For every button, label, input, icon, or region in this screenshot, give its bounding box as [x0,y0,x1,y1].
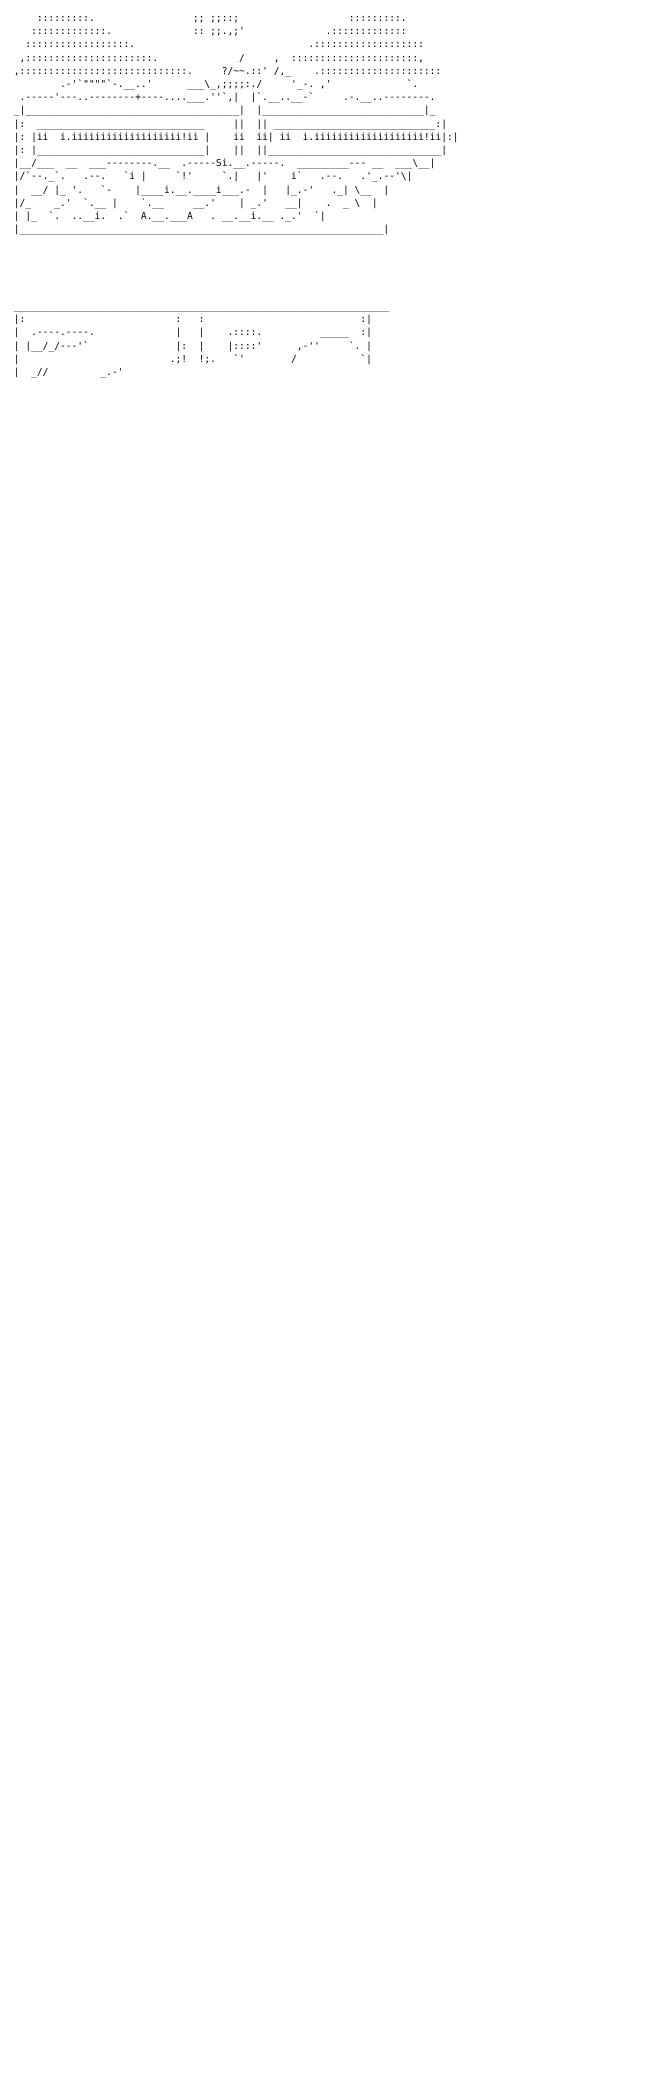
skull-ascii-art: _________________________________________________________________ |: : : :| | .----.----. | | .::::. _____ :| | |__/_/---'` |: | |::::' ,-'' `. | | .;! !;. `' / `| | _// _.-' [13,301,390,379]
eagle-ascii-art: :::::::::. ;; ;;::; :::::::::. :::::::::::::. :: ;;.,;' .::::::::::::: ::::::::::::::::::. .::::::::::::::::::: ,::::::::::::::::::::::. / , ::::::::::::::::::::::, ,:::::::::::::::::::::::::::::. ?/~~.::' /,_ .::::::::::::::::::::: .-'`""""`-.__..' ___\_,;;;;:./ '_-. ,' `. .-----'---..--------+----....___.''`,| |`.__..__-` .-.__..--------. _|_____________________________________| |____________________________|_ |: _____________________________ || || ____________________________:| |: |ii i.iiiiiiiiiiiiiiiiiii!ii | ii ii| ii i.iiiiiiiiiiiiiiiiiii!ii|:| |: |_____________________________| || ||______________________________| |__/___ __ ___--------.__ .-----Si.__.-----. _________--- __ ___\__| |/`--._`. .--. `i | `!' `.| |' i` .--. .'_.--'\| | __/ |_ '. `- |____i.__.____i___.- | |_.-' ._| \__ | |/_ _.' `.__ | `.__ __.' | _.' __| . _ \ | | |_ `. ..__i. .` A.__.___A . __.__i.__ ._.' `| |_______________________________________________________________| [13,13,459,236]
